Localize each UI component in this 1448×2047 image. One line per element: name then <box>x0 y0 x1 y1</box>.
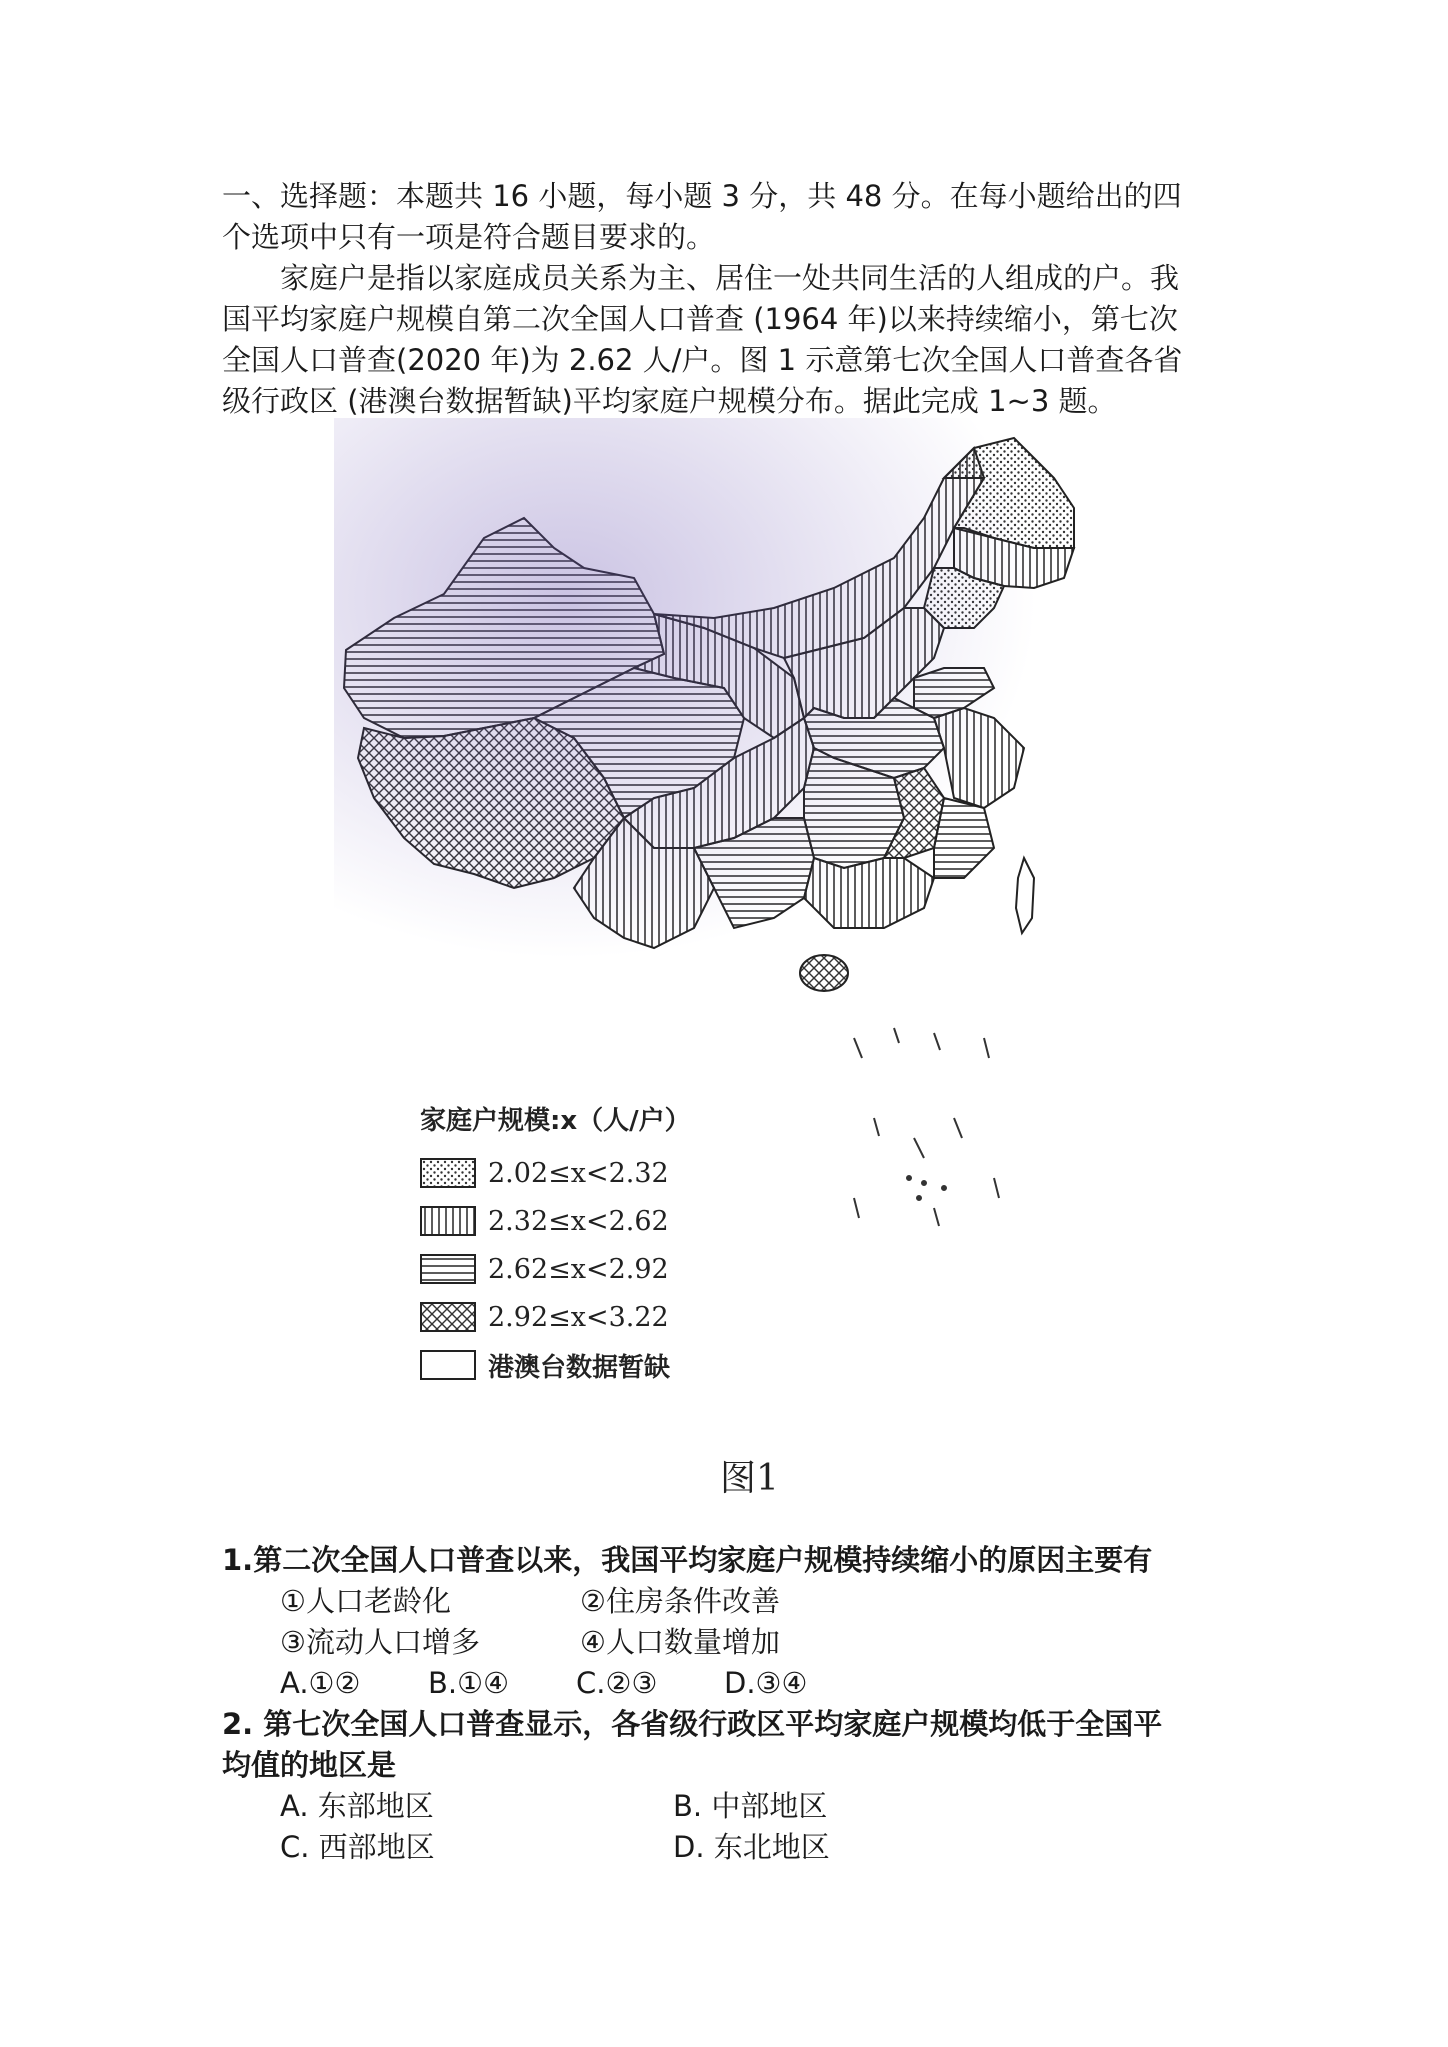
passage-line4: 级行政区 (港澳台数据暂缺)平均家庭户规模分布。据此完成 1~3 题。 <box>222 384 1117 418</box>
legend-label: 港澳台数据暂缺 <box>488 1352 671 1383</box>
legend-label: 2.02≤x<2.32 <box>488 1157 669 1189</box>
section-heading-line2: 个选项中只有一项是符合题目要求的。 <box>222 220 716 254</box>
south-sea-islands <box>854 1028 999 1226</box>
statement-2: ②住房条件改善 <box>580 1584 780 1618</box>
legend-title: 家庭户规模:x（人/户） <box>420 1106 691 1136</box>
legend-item-cross <box>420 1293 840 1341</box>
section-heading-line1: 一、选择题：本题共 16 小题，每小题 3 分，共 48 分。在每小题给出的四 <box>222 179 1182 213</box>
question-2-options-row2 <box>222 1827 1242 1868</box>
horizontal-lines-swatch-icon <box>420 1254 476 1284</box>
intro-section <box>222 176 1242 422</box>
legend-item-blank <box>420 1341 840 1389</box>
passage-line1: 家庭户是指以家庭成员关系为主、居住一处共同生活的人组成的户。我 <box>280 261 1180 295</box>
legend-item-horizontal <box>420 1245 840 1293</box>
question-1-statements-row1 <box>222 1581 1242 1622</box>
legend-item-vertical <box>420 1197 840 1245</box>
legend-item-dots <box>420 1149 840 1197</box>
option-a[interactable]: A. 东部地区 <box>280 1789 434 1823</box>
map-legend <box>420 1100 840 1389</box>
option-c[interactable]: C.②③ <box>576 1666 658 1700</box>
option-c[interactable]: C. 西部地区 <box>280 1830 435 1864</box>
dots-swatch-icon <box>420 1158 476 1188</box>
questions-section <box>222 1540 1242 1868</box>
legend-label: 2.62≤x<2.92 <box>488 1253 669 1285</box>
option-b[interactable]: B.①④ <box>428 1666 510 1700</box>
legend-label: 2.92≤x<3.22 <box>488 1301 669 1333</box>
option-a[interactable]: A.①② <box>280 1666 361 1700</box>
question-1-stem: 1.第二次全国人口普查以来，我国平均家庭户规模持续缩小的原因主要有 <box>222 1543 1153 1577</box>
passage-line2: 国平均家庭户规模自第二次全国人口普查 (1964 年)以来持续缩小，第七次 <box>222 302 1178 336</box>
question-2-stem-line2: 均值的地区是 <box>222 1748 397 1782</box>
blank-swatch-icon <box>420 1350 476 1380</box>
statement-3: ③流动人口增多 <box>280 1625 480 1659</box>
vertical-lines-swatch-icon <box>420 1206 476 1236</box>
option-b[interactable]: B. 中部地区 <box>673 1789 828 1823</box>
option-d[interactable]: D.③④ <box>724 1666 808 1700</box>
question-1-options <box>222 1663 1242 1704</box>
question-1-statements-row2 <box>222 1622 1242 1663</box>
question-2-stem-line1: 2. 第七次全国人口普查显示，各省级行政区平均家庭户规模均低于全国平 <box>222 1707 1163 1741</box>
legend-label: 2.32≤x<2.62 <box>488 1205 669 1237</box>
passage-line3: 全国人口普查(2020 年)为 2.62 人/户。图 1 示意第七次全国人口普查各省 <box>222 343 1183 377</box>
option-d[interactable]: D. 东北地区 <box>673 1830 830 1864</box>
statement-4: ④人口数量增加 <box>580 1625 780 1659</box>
statement-1: ①人口老龄化 <box>280 1584 451 1618</box>
figure-caption: 图1 <box>720 1458 779 1499</box>
crosshatch-swatch-icon <box>420 1302 476 1332</box>
question-2-options-row1 <box>222 1786 1242 1827</box>
